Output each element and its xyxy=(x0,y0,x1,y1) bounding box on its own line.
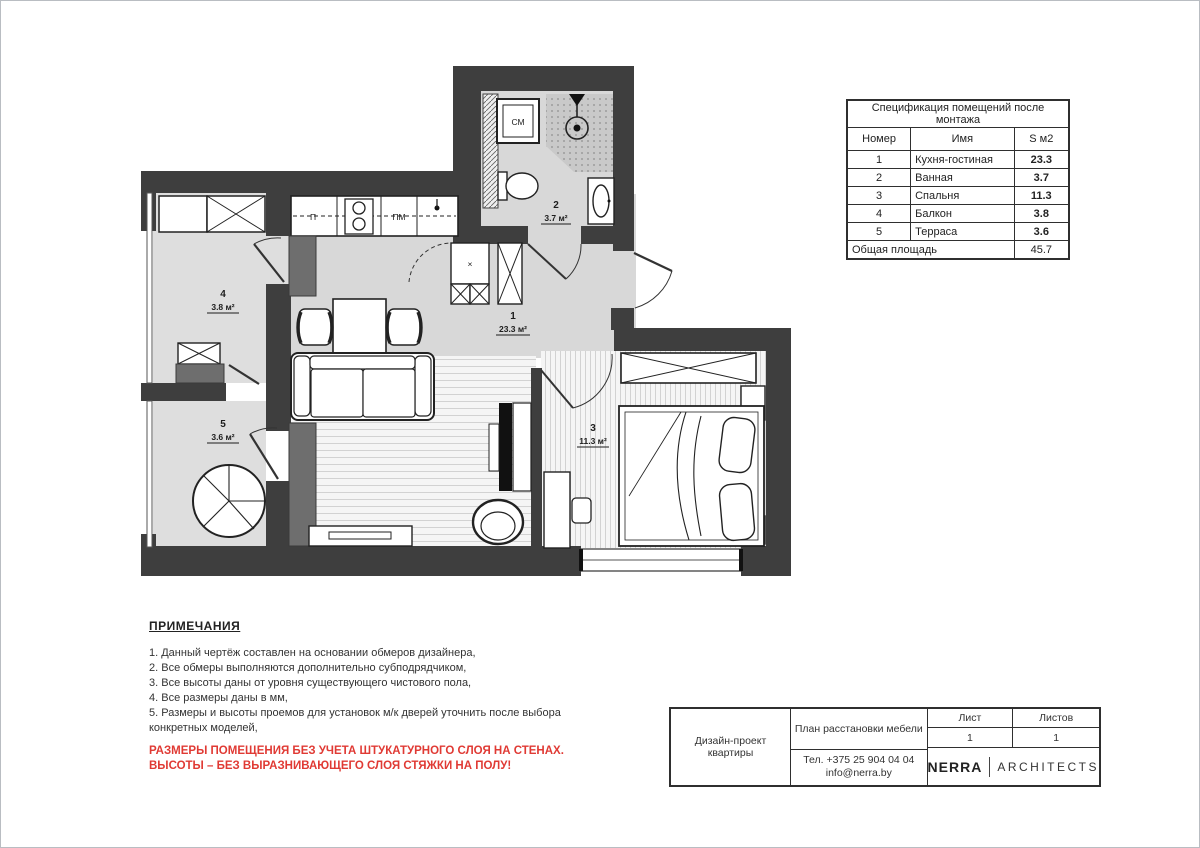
room-number-cell: 2 xyxy=(847,169,911,187)
spec-table xyxy=(846,99,1070,260)
glazing xyxy=(147,193,152,547)
room-area-cell: 23.3 xyxy=(1014,151,1069,169)
hall-storage xyxy=(451,243,522,304)
room-name-cell: Кухня-гостиная xyxy=(911,151,1014,169)
tall-cabinet xyxy=(289,236,316,296)
room-number-cell: 3 xyxy=(847,187,911,205)
table-row xyxy=(847,169,1069,187)
room-number-cell: 1 xyxy=(847,151,911,169)
col-header-area: S м2 xyxy=(1014,128,1069,151)
logo-nerra: NERRA xyxy=(927,758,983,775)
title-block xyxy=(669,707,1101,787)
table-row xyxy=(847,187,1069,205)
sofa xyxy=(291,353,434,420)
room-1-number: 1 xyxy=(510,311,516,322)
table-total-row xyxy=(847,241,1069,260)
project-name: Дизайн-проект квартиры xyxy=(671,709,791,785)
total-value: 45.7 xyxy=(1014,241,1069,260)
room-number-cell: 5 xyxy=(847,223,911,241)
room-3-area: 11.3 м² xyxy=(579,436,607,446)
col-header-name: Имя xyxy=(911,128,1014,151)
dining-table xyxy=(333,299,386,354)
dining-chair xyxy=(298,309,332,345)
note-item: 4. Все размеры даны в мм, xyxy=(149,692,288,704)
sheets-value: 1 xyxy=(1053,731,1060,744)
bed xyxy=(619,406,764,546)
notes-section xyxy=(149,619,594,774)
washer-label: СМ xyxy=(511,117,525,127)
company-logo xyxy=(928,748,1099,785)
room-3-number: 3 xyxy=(590,423,596,434)
floor-plan-svg xyxy=(141,66,791,606)
wardrobe xyxy=(621,353,756,383)
phone: Тел. +375 25 904 04 04 xyxy=(803,754,915,767)
total-label: Общая площадь xyxy=(847,241,1014,260)
room-area-cell: 11.3 xyxy=(1014,187,1069,205)
pillow xyxy=(718,416,756,473)
desk xyxy=(544,472,570,548)
room-name-cell: Балкон xyxy=(911,205,1014,223)
vent-shaft xyxy=(483,94,498,208)
tv-screen xyxy=(499,403,512,491)
room-number-cell: 4 xyxy=(847,205,911,223)
pillow xyxy=(719,483,756,542)
room-area-cell: 3.7 xyxy=(1014,169,1069,187)
toilet xyxy=(498,172,538,200)
room-5-area: 3.6 м² xyxy=(211,432,235,442)
note-item: 2. Все обмеры выполняются дополнительно субподрядчиком, xyxy=(149,662,467,674)
sheet-grid xyxy=(928,709,1099,748)
room-name-cell: Терраса xyxy=(911,223,1014,241)
bath-sink xyxy=(588,178,614,224)
terrace-table xyxy=(193,465,265,537)
lounge-chair xyxy=(473,500,523,544)
dishwasher-label: ПМ xyxy=(392,212,406,222)
email: info@nerra.by xyxy=(825,767,892,780)
note-item: 1. Данный чертёж составлен на основании обмеров дизайнера, xyxy=(149,647,476,659)
warning-line-2: ВЫСОТЫ – БЕЗ ВЫРАЗНИВАЮЩЕГО СЛОЯ СТЯЖКИ НА ПОЛУ! xyxy=(149,760,512,772)
sheet-value: 1 xyxy=(928,728,1014,747)
warning-line-1: РАЗМЕРЫ ПОМЕЩЕНИЯ БЕЗ УЧЕТА ШТУКАТУРНОГО СЛОЯ НА СТЕНАХ. xyxy=(149,745,564,757)
desk-chair xyxy=(572,498,591,523)
notes-heading: ПРИМЕЧАНИЯ xyxy=(149,619,241,633)
dining-chair xyxy=(387,309,421,345)
room-area-cell: 3.8 xyxy=(1014,205,1069,223)
room-1-area: 23.3 м² xyxy=(498,324,528,334)
spec-table-title: Спецификация помещений после монтажа xyxy=(847,100,1069,128)
sheet-label: Лист xyxy=(928,709,1014,728)
note-item: 3. Все высоты даны от уровня существующего чистового пола, xyxy=(149,677,472,689)
table-row xyxy=(847,205,1069,223)
room-5-number: 5 xyxy=(220,419,226,430)
logo-divider xyxy=(989,757,990,777)
room-name-cell: Ванная xyxy=(911,169,1014,187)
table-row xyxy=(847,151,1069,169)
tv-stand xyxy=(309,526,412,546)
table-row xyxy=(847,223,1069,241)
spec-table-header xyxy=(847,128,1069,151)
room-2-number: 2 xyxy=(553,200,559,211)
room-area-cell: 3.6 xyxy=(1014,223,1069,241)
warnings xyxy=(149,744,594,774)
col-header-number: Номер xyxy=(847,128,911,151)
vent-label: × xyxy=(467,259,473,269)
note-item: 5. Размеры и высоты проемов для установок м/к дверей уточнить после выбора конкретных моделей, xyxy=(149,707,561,734)
fridge-label: П xyxy=(309,212,317,222)
drawing-title: План расстановки мебели xyxy=(791,709,927,750)
cooktop xyxy=(345,199,373,234)
floor-plan xyxy=(141,66,791,606)
entry-door xyxy=(634,253,672,308)
room-4-number: 4 xyxy=(220,289,226,300)
room-4-area: 3.8 м² xyxy=(211,302,235,312)
room-name-cell: Спальня xyxy=(911,187,1014,205)
sheets-label: Листов xyxy=(1013,709,1099,728)
room-2-area: 3.7 м² xyxy=(544,213,568,223)
contact-info xyxy=(791,750,927,786)
logo-architects: ARCHITECTS xyxy=(997,759,1099,774)
